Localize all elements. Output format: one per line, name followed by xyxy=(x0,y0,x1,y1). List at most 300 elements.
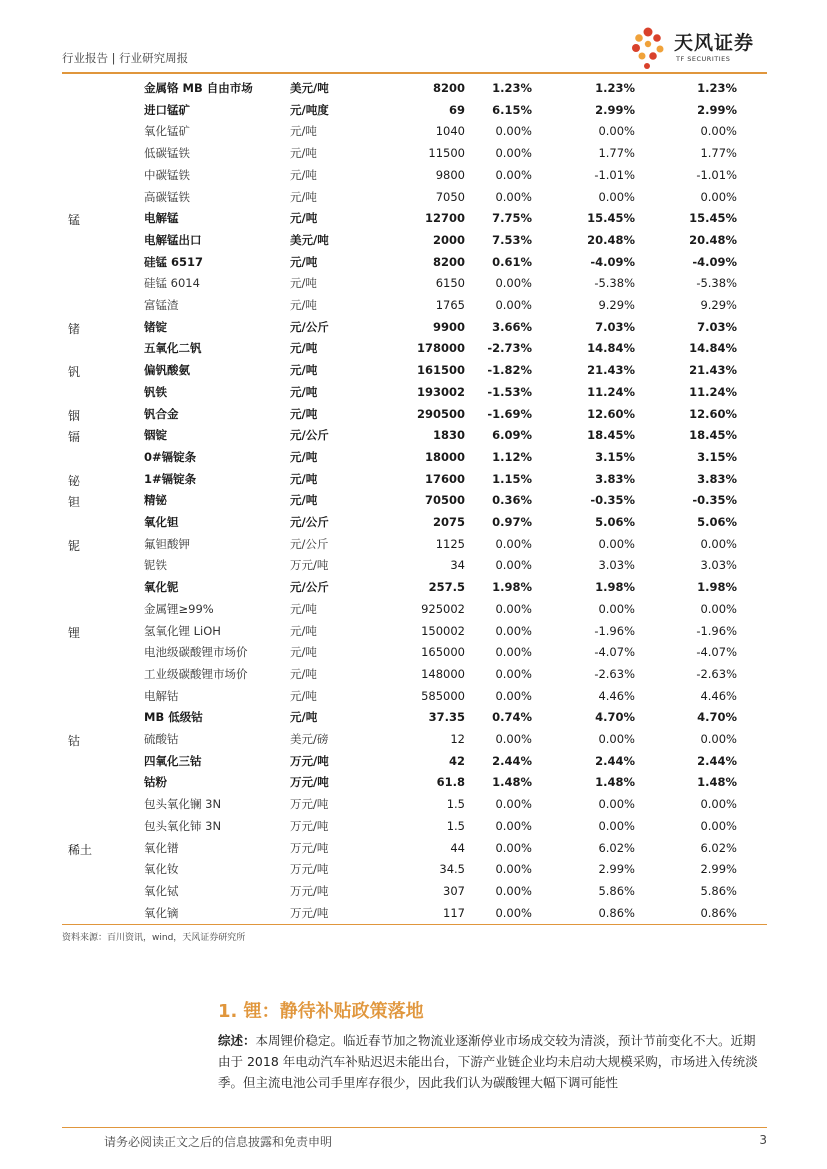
cell-unit: 元/吨 xyxy=(290,623,317,638)
cell-c2: 1.48% xyxy=(595,775,635,790)
cell-unit: 元/吨 xyxy=(290,666,317,681)
cell-c2: 5.86% xyxy=(598,883,635,898)
cell-unit: 元/公斤 xyxy=(290,515,329,529)
cell-price: 44 xyxy=(450,840,465,855)
table-row xyxy=(62,772,767,794)
cell-name: 钒合金 xyxy=(144,406,179,421)
cell-c1: -1.82% xyxy=(487,363,532,378)
cell-c3: -4.07% xyxy=(696,645,737,660)
cell-price: 69 xyxy=(448,102,465,117)
cell-c3: -2.63% xyxy=(696,666,737,681)
table-row xyxy=(62,664,767,686)
table-row xyxy=(62,447,767,469)
cell-c1: 0.00% xyxy=(495,167,532,182)
cell-c3: 1.98% xyxy=(697,580,737,595)
cell-name: 金属锂≥99% xyxy=(144,601,214,616)
cell-c2: 3.03% xyxy=(598,558,635,573)
company-logo xyxy=(628,26,768,72)
cell-c1: 3.66% xyxy=(492,319,532,334)
cell-c2: 1.23% xyxy=(595,81,635,95)
table-row xyxy=(62,903,767,925)
table-row xyxy=(62,490,767,512)
cell-name: 电池级碳酸锂市场价 xyxy=(144,645,248,660)
cell-c1: 0.00% xyxy=(495,276,532,291)
cell-unit: 万元/吨 xyxy=(290,818,329,833)
cell-c2: 0.00% xyxy=(598,536,635,551)
paragraph-lead: 综述： xyxy=(218,1033,256,1048)
table-row xyxy=(62,187,767,209)
summary-paragraph xyxy=(218,1030,766,1093)
cell-name: 钴粉 xyxy=(144,775,167,790)
cell-unit: 元/吨 xyxy=(290,449,318,464)
cell-price: 7050 xyxy=(435,189,465,204)
cell-c1: 0.00% xyxy=(495,601,532,616)
cell-price: 1765 xyxy=(435,298,465,312)
cell-unit: 元/吨 xyxy=(290,645,317,660)
cell-price: 290500 xyxy=(416,406,465,421)
cell-price: 9800 xyxy=(435,167,465,182)
cell-c2: 18.45% xyxy=(587,428,635,443)
cell-price: 9900 xyxy=(432,319,465,334)
cell-c1: 0.00% xyxy=(495,732,532,746)
cell-c1: 0.00% xyxy=(495,536,532,551)
cell-c1: 0.00% xyxy=(495,558,532,573)
group-label: 铟 xyxy=(68,408,81,423)
cell-price: 2075 xyxy=(432,515,465,529)
cell-price: 12 xyxy=(450,732,465,746)
table-row xyxy=(62,404,767,426)
paragraph-text: 本周锂价稳定。临近春节加之物流业逐渐停业市场成交较为清淡，预计节前变化不大。近期由于 2018 年电动汽车补贴迟迟未能出台，下游产业链企业均未启动大规模采购，市场进入传统淡季。但主流电池公司手里库存很少，因此我们认为碳酸锂大幅下调可能性 xyxy=(218,1033,758,1090)
cell-c1: 6.15% xyxy=(492,102,532,117)
cell-unit: 元/吨 xyxy=(290,710,318,725)
cell-c1: 0.74% xyxy=(492,710,532,725)
cell-c3: 1.48% xyxy=(697,775,737,790)
group-label: 钽 xyxy=(68,495,81,510)
cell-unit: 元/吨 xyxy=(290,298,317,312)
table-row xyxy=(62,360,767,382)
cell-unit: 元/吨度 xyxy=(290,102,329,117)
cell-c2: -1.01% xyxy=(594,167,635,182)
cell-name: 包头氧化镧 3N xyxy=(144,797,222,812)
cell-c3: 12.60% xyxy=(689,406,737,421)
cell-c1: 0.00% xyxy=(495,298,532,312)
cell-c1: 0.00% xyxy=(495,189,532,204)
cell-price: 1830 xyxy=(432,428,465,443)
cell-unit: 元/吨 xyxy=(290,124,317,139)
cell-c3: 15.45% xyxy=(689,211,737,226)
cell-unit: 元/吨 xyxy=(290,601,317,616)
section-title: 1. 锂：静待补贴政策落地 xyxy=(218,1001,424,1022)
cell-name: 氧化镨 xyxy=(144,840,179,855)
table-row xyxy=(62,599,767,621)
cell-unit: 美元/磅 xyxy=(290,732,329,746)
cell-name: 0#镉锭条 xyxy=(144,449,197,464)
cell-c2: 9.29% xyxy=(598,298,635,312)
cell-c3: 0.00% xyxy=(700,818,737,833)
cell-c2: 0.00% xyxy=(598,189,635,204)
cell-name: 氧化铌 xyxy=(144,580,179,595)
cell-price: 165000 xyxy=(421,645,465,660)
cell-unit: 元/吨 xyxy=(290,341,318,356)
flower-logo-icon xyxy=(628,26,672,72)
table-row xyxy=(62,751,767,773)
cell-name: 精铋 xyxy=(144,493,167,508)
cell-c2: -2.63% xyxy=(594,666,635,681)
cell-c2: -1.96% xyxy=(594,623,635,638)
cell-name: 高碳锰铁 xyxy=(144,189,190,204)
cell-c2: 4.70% xyxy=(595,710,635,725)
cell-price: 148000 xyxy=(421,666,465,681)
cell-name: 氧化钕 xyxy=(144,862,179,877)
cell-price: 1.5 xyxy=(446,818,465,833)
cell-c1: 1.15% xyxy=(492,471,532,486)
cell-c3: 18.45% xyxy=(689,428,737,443)
table-bottom-rule xyxy=(62,924,767,925)
cell-c3: 0.00% xyxy=(700,536,737,551)
cell-price: 150002 xyxy=(421,623,465,638)
cell-name: 工业级碳酸锂市场价 xyxy=(144,666,248,681)
cell-unit: 万元/吨 xyxy=(290,905,329,920)
group-label: 锂 xyxy=(68,625,81,640)
cell-c2: 0.00% xyxy=(598,732,635,746)
cell-price: 257.5 xyxy=(428,580,465,595)
cell-c2: 6.02% xyxy=(598,840,635,855)
cell-price: 1040 xyxy=(435,124,465,139)
cell-unit: 元/吨 xyxy=(290,471,318,486)
cell-name: 铌铁 xyxy=(144,558,167,573)
table-row xyxy=(62,100,767,122)
cell-price: 18000 xyxy=(424,449,465,464)
cell-c3: 20.48% xyxy=(689,232,737,247)
cell-price: 178000 xyxy=(416,341,465,356)
cell-c3: -0.35% xyxy=(692,493,737,508)
table-row xyxy=(62,707,767,729)
cell-unit: 元/吨 xyxy=(290,384,318,399)
cell-c1: 0.00% xyxy=(495,146,532,161)
cell-c3: 7.03% xyxy=(697,319,737,334)
cell-c1: -2.73% xyxy=(487,341,532,356)
cell-c2: 3.15% xyxy=(595,449,635,464)
cell-c3: -1.96% xyxy=(696,623,737,638)
footer-divider xyxy=(62,1127,767,1128)
cell-c2: 0.00% xyxy=(598,818,635,833)
cell-name: 氧化钽 xyxy=(144,515,179,529)
page-header xyxy=(62,32,766,74)
cell-name: 铟锭 xyxy=(144,428,167,443)
cell-unit: 元/公斤 xyxy=(290,319,329,334)
cell-name: 中碳锰铁 xyxy=(144,167,190,182)
group-label: 镉 xyxy=(68,430,81,445)
table-row xyxy=(62,881,767,903)
table-row xyxy=(62,425,767,447)
cell-price: 8200 xyxy=(432,254,465,269)
cell-unit: 万元/吨 xyxy=(290,797,329,812)
cell-price: 34 xyxy=(450,558,465,573)
cell-c3: 5.86% xyxy=(700,883,737,898)
cell-unit: 元/公斤 xyxy=(290,580,329,595)
cell-unit: 元/吨 xyxy=(290,276,317,291)
table-row xyxy=(62,859,767,881)
logo-name: 天风证券 xyxy=(674,32,755,54)
table-row xyxy=(62,273,767,295)
cell-c3: 1.23% xyxy=(697,81,737,95)
cell-c3: 1.77% xyxy=(700,146,737,161)
table-row xyxy=(62,295,767,317)
cell-c2: 15.45% xyxy=(587,211,635,226)
cell-unit: 万元/吨 xyxy=(290,753,329,768)
cell-c1: -1.53% xyxy=(487,384,532,399)
cell-c3: -5.38% xyxy=(696,276,737,291)
cell-c1: 0.00% xyxy=(495,666,532,681)
table-row xyxy=(62,208,767,230)
cell-price: 12700 xyxy=(424,211,465,226)
table-row xyxy=(62,143,767,165)
cell-name: 金属铬 MB 自由市场 xyxy=(144,81,253,95)
group-label: 钴 xyxy=(68,734,81,748)
cell-price: 61.8 xyxy=(436,775,465,790)
cell-c3: 9.29% xyxy=(700,298,737,312)
cell-name: 五氧化二钒 xyxy=(144,341,202,356)
cell-c3: 4.70% xyxy=(697,710,737,725)
cell-c3: 0.00% xyxy=(700,797,737,812)
report-type: 行业报告 | 行业研究周报 xyxy=(62,51,189,65)
cell-price: 70500 xyxy=(424,493,465,508)
table-row xyxy=(62,230,767,252)
cell-unit: 元/公斤 xyxy=(290,536,329,551)
table-row xyxy=(62,577,767,599)
cell-c1: 0.97% xyxy=(492,515,532,529)
cell-unit: 万元/吨 xyxy=(290,883,329,898)
cell-c2: 2.99% xyxy=(598,862,635,877)
cell-c1: 0.00% xyxy=(495,797,532,812)
cell-price: 11500 xyxy=(428,146,465,161)
cell-unit: 元/吨 xyxy=(290,493,318,508)
cell-c2: -0.35% xyxy=(590,493,635,508)
cell-c3: 5.06% xyxy=(697,515,737,529)
cell-c2: 1.77% xyxy=(598,146,635,161)
cell-c1: 6.09% xyxy=(492,428,532,443)
cell-c3: 0.00% xyxy=(700,124,737,139)
cell-c3: 3.15% xyxy=(697,449,737,464)
cell-c1: 0.00% xyxy=(495,818,532,833)
cell-price: 1.5 xyxy=(446,797,465,812)
cell-name: 1#镉锭条 xyxy=(144,471,197,486)
cell-name: 氟钽酸钾 xyxy=(144,536,190,551)
cell-price: 307 xyxy=(443,883,465,898)
table-row xyxy=(62,512,767,534)
cell-name: 氧化铽 xyxy=(144,883,179,898)
cell-c2: 4.46% xyxy=(598,688,635,703)
cell-c1: 0.00% xyxy=(495,688,532,703)
cell-c3: 6.02% xyxy=(700,840,737,855)
cell-price: 34.5 xyxy=(439,862,465,877)
cell-c3: 0.00% xyxy=(700,732,737,746)
cell-name: MB 低级钴 xyxy=(144,710,203,725)
table-row xyxy=(62,121,767,143)
cell-c1: 0.00% xyxy=(495,840,532,855)
cell-c2: 1.98% xyxy=(595,580,635,595)
cell-c1: 0.00% xyxy=(495,862,532,877)
cell-unit: 万元/吨 xyxy=(290,862,329,877)
logo-subtitle: TF SECURITIES xyxy=(676,55,731,63)
cell-price: 925002 xyxy=(421,601,465,616)
cell-c1: 0.00% xyxy=(495,124,532,139)
cell-c2: 11.24% xyxy=(587,384,635,399)
group-label: 稀土 xyxy=(68,842,93,857)
cell-c2: 2.99% xyxy=(595,102,635,117)
cell-price: 2000 xyxy=(432,232,465,247)
group-label: 钒 xyxy=(68,365,81,380)
cell-unit: 万元/吨 xyxy=(290,840,329,855)
table-row xyxy=(62,816,767,838)
cell-price: 193002 xyxy=(416,384,465,399)
cell-unit: 元/吨 xyxy=(290,211,318,226)
cell-price: 585000 xyxy=(421,688,465,703)
cell-name: 硫酸钴 xyxy=(144,732,179,746)
cell-name: 四氧化三钴 xyxy=(144,753,202,768)
cell-c3: 21.43% xyxy=(689,363,737,378)
cell-price: 37.35 xyxy=(428,710,465,725)
cell-c2: 0.00% xyxy=(598,601,635,616)
cell-c2: 12.60% xyxy=(587,406,635,421)
cell-c3: -4.09% xyxy=(692,254,737,269)
cell-c2: 20.48% xyxy=(587,232,635,247)
cell-c3: 0.86% xyxy=(700,905,737,920)
table-row xyxy=(62,78,767,100)
group-label: 铋 xyxy=(68,473,81,488)
table-row xyxy=(62,338,767,360)
cell-c2: 0.00% xyxy=(598,124,635,139)
cell-name: 电解锰 xyxy=(144,211,179,226)
cell-name: 富锰渣 xyxy=(144,298,179,312)
header-divider xyxy=(62,72,767,74)
group-label: 锰 xyxy=(68,213,81,228)
cell-name: 氧化镝 xyxy=(144,905,179,920)
cell-c3: 3.83% xyxy=(697,471,737,486)
cell-c3: -1.01% xyxy=(696,167,737,182)
cell-unit: 万元/吨 xyxy=(290,558,329,573)
cell-unit: 万元/吨 xyxy=(290,775,329,790)
cell-price: 17600 xyxy=(424,471,465,486)
cell-c2: 0.00% xyxy=(598,797,635,812)
cell-unit: 元/吨 xyxy=(290,688,317,703)
cell-name: 偏钒酸氨 xyxy=(144,363,190,378)
table-row xyxy=(62,382,767,404)
table-row xyxy=(62,642,767,664)
cell-c1: -1.69% xyxy=(487,406,532,421)
cell-name: 电解锰出口 xyxy=(144,232,202,247)
cell-c2: 5.06% xyxy=(595,515,635,529)
table-row xyxy=(62,838,767,860)
cell-price: 117 xyxy=(443,905,465,920)
cell-c1: 0.61% xyxy=(492,254,532,269)
cell-name: 硅锰 6014 xyxy=(144,276,200,291)
cell-c3: 2.99% xyxy=(697,102,737,117)
cell-c3: 3.03% xyxy=(700,558,737,573)
cell-name: 低碳锰铁 xyxy=(144,146,190,161)
cell-c1: 7.53% xyxy=(492,232,532,247)
cell-c2: 21.43% xyxy=(587,363,635,378)
cell-unit: 元/吨 xyxy=(290,189,317,204)
cell-c2: 0.86% xyxy=(598,905,635,920)
cell-c1: 0.00% xyxy=(495,905,532,920)
cell-c1: 1.48% xyxy=(492,775,532,790)
table-row xyxy=(62,729,767,751)
cell-name: 进口锰矿 xyxy=(144,102,190,117)
group-label: 锗 xyxy=(68,321,81,336)
table-row xyxy=(62,555,767,577)
table-row xyxy=(62,794,767,816)
cell-c2: -4.09% xyxy=(590,254,635,269)
cell-c1: 0.36% xyxy=(492,493,532,508)
cell-price: 161500 xyxy=(416,363,465,378)
cell-c1: 1.12% xyxy=(492,449,532,464)
table-row xyxy=(62,469,767,491)
cell-unit: 元/吨 xyxy=(290,167,317,182)
cell-unit: 元/吨 xyxy=(290,363,318,378)
page-number: 3 xyxy=(759,1133,767,1147)
cell-unit: 元/公斤 xyxy=(290,428,329,443)
cell-c3: 11.24% xyxy=(689,384,737,399)
cell-c3: 2.99% xyxy=(700,862,737,877)
cell-name: 锗锭 xyxy=(144,319,167,334)
table-row xyxy=(62,534,767,556)
cell-c3: 4.46% xyxy=(700,688,737,703)
table-row xyxy=(62,686,767,708)
cell-c1: 2.44% xyxy=(492,753,532,768)
source-note: 资料来源：百川资讯，wind，天风证券研究所 xyxy=(62,933,246,943)
cell-c2: -5.38% xyxy=(594,276,635,291)
cell-name: 硅锰 6517 xyxy=(144,254,204,269)
cell-c3: 2.44% xyxy=(697,753,737,768)
cell-unit: 元/吨 xyxy=(290,254,318,269)
cell-unit: 元/吨 xyxy=(290,406,318,421)
cell-c2: -4.07% xyxy=(594,645,635,660)
cell-c1: 0.00% xyxy=(495,883,532,898)
cell-c1: 0.00% xyxy=(495,623,532,638)
cell-name: 氢氧化锂 LiOH xyxy=(144,623,221,638)
footer-disclaimer: 请务必阅读正文之后的信息披露和免责申明 xyxy=(104,1135,333,1149)
cell-c3: 0.00% xyxy=(700,189,737,204)
cell-name: 钒铁 xyxy=(144,384,167,399)
cell-c3: 0.00% xyxy=(700,601,737,616)
cell-c1: 0.00% xyxy=(495,645,532,660)
cell-c2: 14.84% xyxy=(587,341,635,356)
cell-unit: 元/吨 xyxy=(290,146,317,161)
cell-c1: 7.75% xyxy=(492,211,532,226)
cell-price: 1125 xyxy=(435,536,465,551)
cell-c1: 1.23% xyxy=(492,81,532,95)
cell-unit: 美元/吨 xyxy=(290,232,329,247)
cell-price: 42 xyxy=(448,753,465,768)
cell-c2: 7.03% xyxy=(595,319,635,334)
cell-name: 氧化锰矿 xyxy=(144,124,190,139)
table-row xyxy=(62,317,767,339)
table-row xyxy=(62,252,767,274)
cell-c2: 3.83% xyxy=(595,471,635,486)
group-label: 铌 xyxy=(68,538,81,553)
table-row xyxy=(62,621,767,643)
cell-c2: 2.44% xyxy=(595,753,635,768)
cell-c3: 14.84% xyxy=(689,341,737,356)
cell-name: 电解钴 xyxy=(144,688,179,703)
cell-c1: 1.98% xyxy=(492,580,532,595)
cell-unit: 美元/吨 xyxy=(290,81,329,95)
table-row xyxy=(62,165,767,187)
cell-price: 6150 xyxy=(435,276,465,291)
cell-price: 8200 xyxy=(432,81,465,95)
cell-name: 包头氧化铈 3N xyxy=(144,818,222,833)
